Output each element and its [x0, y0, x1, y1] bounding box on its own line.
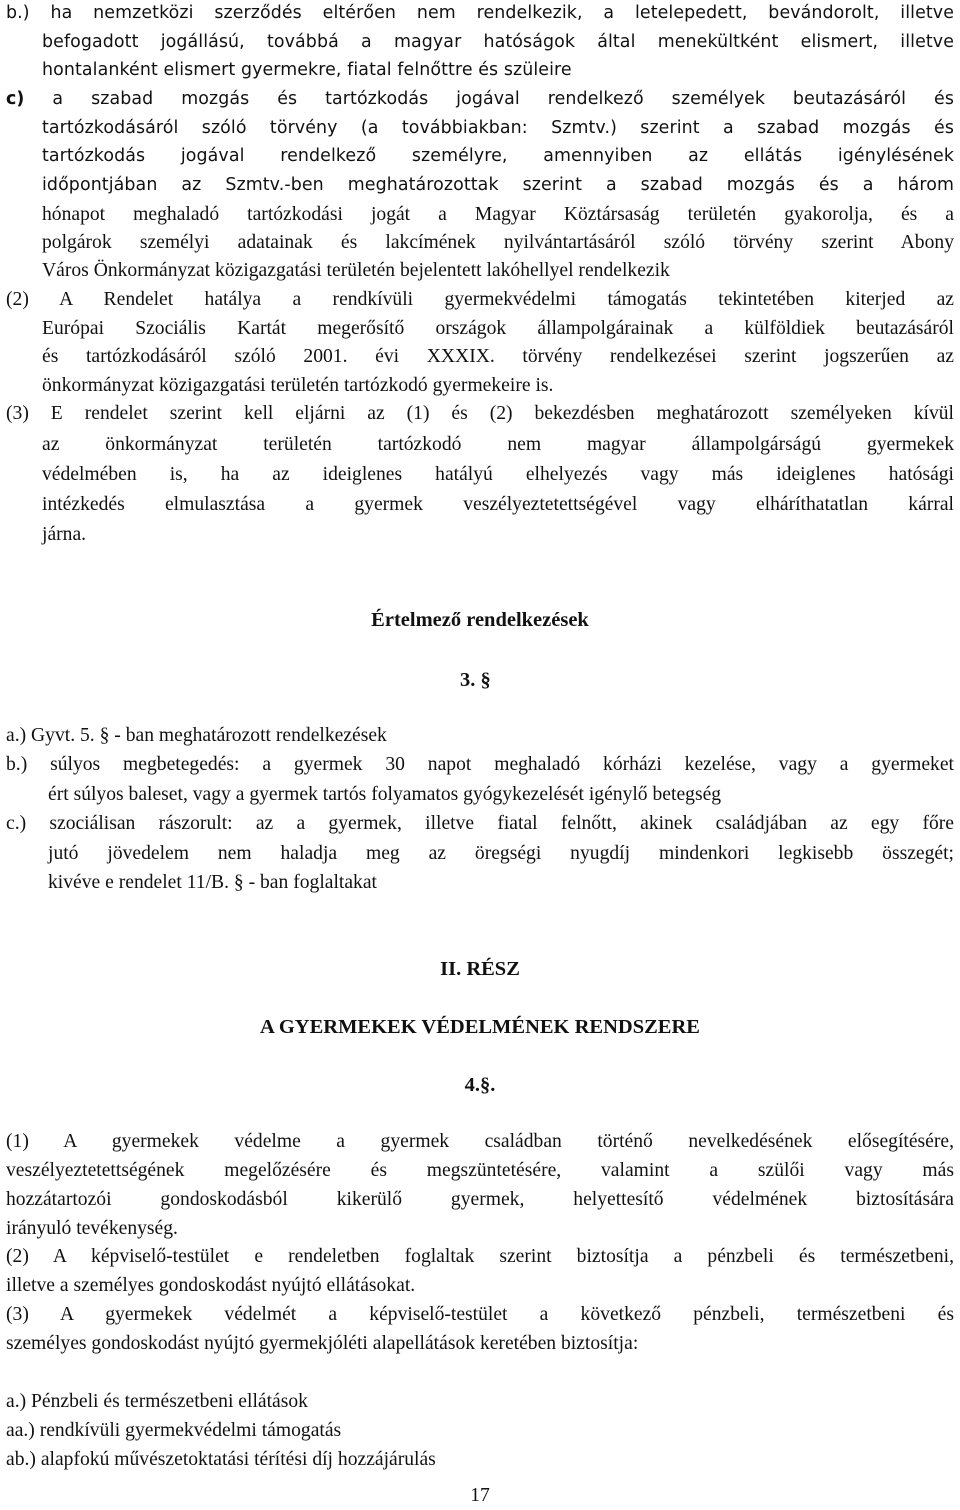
- definition-b-line-2: ért súlyos baleset, vagy a gyermek tartós folyamatos gyógykezelését igénylő betegség: [48, 784, 722, 805]
- paragraph-c-line-3: tartózkodás jogával rendelkező személyre, amennyiben az ellátás igénylésének: [42, 146, 954, 166]
- paragraph-c-line-4: [42, 170, 954, 200]
- paragraph-c-line-2: tartózkodásáról szóló törvény (a továbbiakban: Szmtv.) szerint a szabad mozgás és: [42, 118, 954, 138]
- section-4-p1-line-3: hozzátartozói gondoskodásból kikerülő gyermek, helyettesítő védelmének biztosítására: [6, 1189, 954, 1210]
- definition-b-line-1: b.) súlyos megbetegedés: a gyermek 30 napot meghaladó kórházi kezelése, vagy a gyermeket: [6, 754, 954, 775]
- part-2-title: II. RÉSZ: [440, 958, 520, 980]
- paragraph-c-line-7: Város Önkormányzat közigazgatási területén bejelentett lakóhellyel rendelkezik: [42, 260, 670, 281]
- paragraph-c-line-4-rest: -ben meghatározottak szerint a szabad mozgás és a három: [284, 175, 954, 195]
- definition-c-line-3: kivéve e rendelet 11/B. § - ban foglaltakat: [48, 872, 377, 893]
- section-4-p3-line-2: személyes gondoskodást nyújtó gyermekjóléti alapellátások keretében biztosítja:: [6, 1333, 639, 1354]
- section-4-p2-line-1: (2) A képviselő-testület e rendeletben foglaltak szerint biztosítja a pénzbeli és természetbeni,: [6, 1246, 954, 1267]
- paragraph-c-line-6: polgárok személyi adatainak és lakcímének nyilvántartásáról szóló törvény szerint Abony: [42, 232, 954, 253]
- definition-a: a.) Gyvt. 5. § - ban meghatározott rendelkezések: [6, 725, 387, 746]
- paragraph-c-line-5: hónapot meghaladó tartózkodási jogát a Magyar Köztársaság területén gyakorolja, és a: [42, 204, 954, 225]
- paragraph-3-line-1: (3) E rendelet szerint kell eljárni az (1) és (2) bekezdésben meghatározott személyeken kívül: [6, 403, 954, 424]
- section-4-number: 4.§.: [464, 1074, 496, 1096]
- paragraph-b-line-1: b.) ha nemzetközi szerződés eltérően nem rendelkezik, a letelepedett, bevándorolt, illetve: [6, 3, 954, 23]
- paragraph-b-line-2: befogadott jogállású, továbbá a magyar hatóságok által menekültként elismert, illetve: [42, 32, 954, 52]
- list-item-aa: aa.) rendkívüli gyermekvédelmi támogatás: [6, 1420, 342, 1441]
- paragraph-2-line-4: önkormányzat közigazgatási területén tartózkodó gyermekeire is.: [42, 375, 554, 396]
- list-item-a: a.) Pénzbeli és természetbeni ellátások: [6, 1391, 308, 1412]
- section-4-p1-line-1: (1) A gyermekek védelme a gyermek családban történő nevelkedésének elősegítésére,: [6, 1131, 954, 1152]
- paragraph-2-line-1: (2) A Rendelet hatálya a rendkívüli gyermekvédelmi támogatás tekintetében kiterjed az: [6, 289, 954, 310]
- paragraph-c-line-1-text: a szabad mozgás és tartózkodás jogával rendelkező személyek beutazásáról és: [24, 89, 954, 109]
- paragraph-c-label: c): [6, 89, 25, 109]
- section-3-number: 3. §: [460, 669, 491, 691]
- definition-c-line-2: jutó jövedelem nem haladja meg az öregségi nyugdíj mindenkori legkisebb összegét;: [48, 843, 954, 864]
- paragraph-2-line-3: és tartózkodásáról szóló 2001. évi XXXIX. törvény rendelkezései szerint jogszerűen az: [42, 346, 954, 367]
- part-2-subtitle: A GYERMEKEK VÉDELMÉNEK RENDSZERE: [260, 1016, 700, 1038]
- paragraph-c-line-1: [6, 84, 954, 114]
- paragraph-3-line-5: járna.: [42, 524, 87, 545]
- page-number: 17: [470, 1485, 490, 1506]
- paragraph-c-line-4-sans: időpontjában az Szmtv.: [42, 175, 285, 195]
- section-4-p3-line-1: (3) A gyermekek védelmét a képviselő-testület a következő pénzbeli, természetbeni és: [6, 1304, 954, 1325]
- section-4-p1-line-2: veszélyeztetettségének megelőzésére és megszüntetésére, valamint a szülői vagy más: [6, 1160, 954, 1181]
- list-item-ab: ab.) alapfokú művészetoktatási térítési díj hozzájárulás: [6, 1449, 436, 1470]
- section-4-p1-line-4: irányuló tevékenység.: [6, 1218, 178, 1239]
- paragraph-3-line-4: intézkedés elmulasztása a gyermek veszélyeztetettségével vagy elháríthatatlan kárral: [42, 494, 954, 515]
- paragraph-3-line-2: az önkormányzat területén tartózkodó nem magyar állampolgárságú gyermekek: [42, 434, 954, 455]
- section-3-title: Értelmező rendelkezések: [371, 609, 589, 631]
- section-4-p2-line-2: illetve a személyes gondoskodást nyújtó ellátásokat.: [6, 1275, 416, 1296]
- definition-c-line-1: c.) szociálisan rászorult: az a gyermek, illetve fiatal felnőtt, akinek családjában az egy főre: [6, 813, 954, 834]
- paragraph-3-line-3: védelmében is, ha az ideiglenes hatályú elhelyezés vagy más ideiglenes hatósági: [42, 464, 954, 485]
- paragraph-2-line-2: Európai Szociális Kartát megerősítő országok állampolgárainak a külföldiek beutazásáról: [42, 318, 954, 339]
- paragraph-b-line-3: hontalanként elismert gyermekre, fiatal felnőttre és szüleire: [42, 60, 572, 80]
